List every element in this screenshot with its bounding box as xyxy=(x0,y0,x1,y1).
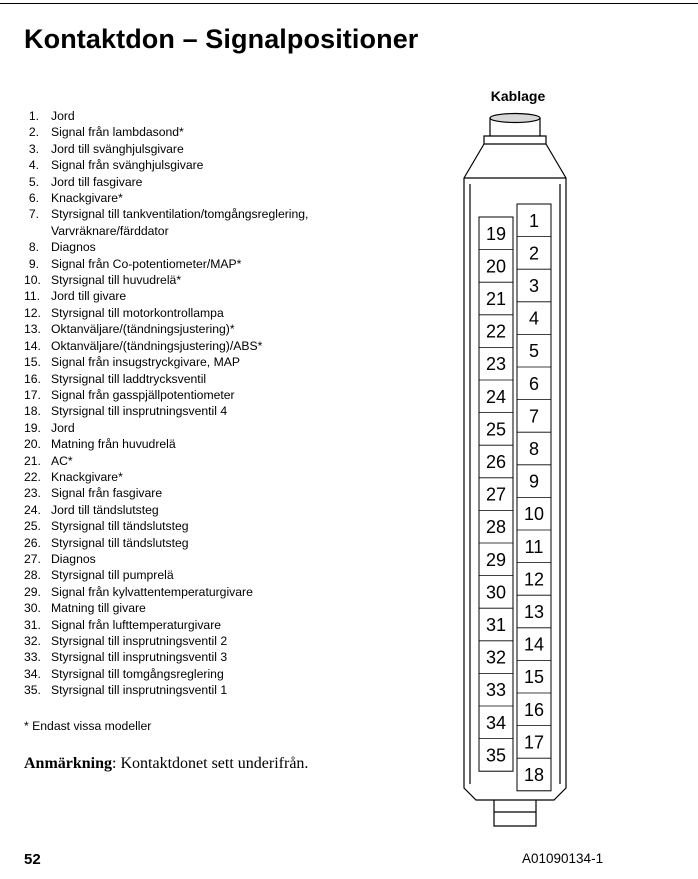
pin-number: 27. xyxy=(24,551,41,566)
pin-description: Signal från svänghjulsgivare xyxy=(51,158,204,173)
connector-pin-label: 17 xyxy=(523,732,545,753)
pin-description: Styrsignal till laddtrycksventil xyxy=(51,371,207,386)
pin-list-item xyxy=(24,453,308,469)
pin-list-item xyxy=(24,485,308,501)
pin-description: Styrsignal till tändslutsteg xyxy=(51,535,189,550)
connector-pin-label: 13 xyxy=(523,602,545,622)
connector-pin-label: 9 xyxy=(528,471,540,492)
connector-pin-label: 11 xyxy=(524,536,544,557)
pin-list-item xyxy=(24,321,308,337)
pin-list-item xyxy=(24,371,308,387)
connector-pin-label: 35 xyxy=(485,745,507,766)
pin-list-item xyxy=(24,518,308,534)
right-pin-column xyxy=(517,204,551,791)
footnote: * Endast vissa modeller xyxy=(24,719,152,733)
connector-pin-label: 30 xyxy=(485,582,507,603)
pin-list-item xyxy=(24,157,308,173)
pin-description: Diagnos xyxy=(51,551,96,566)
page-title: Kontaktdon – Signalpositioner xyxy=(24,24,419,54)
pin-description: Jord xyxy=(51,109,75,123)
pin-number: 12. xyxy=(24,305,41,320)
pin-number: 34. xyxy=(24,666,41,681)
pin-list-item xyxy=(24,584,308,600)
connector-pin-label: 19 xyxy=(485,223,507,244)
connector-pin-label: 22 xyxy=(485,321,507,342)
pin-number: 18. xyxy=(24,404,41,419)
connector-pin-label: 25 xyxy=(485,419,507,440)
pin-number: 30. xyxy=(24,601,41,616)
pin-number: 21. xyxy=(24,453,41,468)
remark-label: Anmärkning xyxy=(24,755,113,772)
pin-number: 33. xyxy=(24,650,41,665)
pin-number: 11. xyxy=(24,289,41,304)
connector-pin-label: 3 xyxy=(528,276,540,296)
top-rule xyxy=(0,3,698,4)
connector-pin-label: 23 xyxy=(485,354,507,375)
pin-list-item xyxy=(24,666,308,682)
connector-pin-label: 32 xyxy=(485,647,507,668)
pin-list-item xyxy=(24,272,308,288)
connector-pin-label: 26 xyxy=(485,452,507,472)
pin-number: 14. xyxy=(24,338,41,353)
pin-number: 26. xyxy=(24,535,41,550)
connector-pin-label: 31 xyxy=(485,615,507,635)
pin-list-item xyxy=(24,403,308,419)
pin-list-item xyxy=(24,288,308,304)
remark-text: : Kontaktdonet sett underifrån. xyxy=(112,755,309,772)
connector-pin-label: 24 xyxy=(485,386,507,407)
pin-number: 8. xyxy=(28,240,39,255)
pin-number: 25. xyxy=(24,519,41,534)
pin-list-item xyxy=(24,567,308,583)
connector-pin-label: 21 xyxy=(485,289,507,309)
connector-pin-label: 10 xyxy=(523,504,545,525)
pin-description: Jord xyxy=(51,420,75,435)
pin-description: Styrsignal till pumprelä xyxy=(51,568,174,583)
pin-description: Matning till givare xyxy=(51,601,146,616)
pin-list-item xyxy=(24,338,308,354)
connector-pin-label: 33 xyxy=(485,680,507,701)
connector-label: Kablage xyxy=(490,88,546,104)
pin-list-item xyxy=(24,535,308,551)
connector-pin-label: 4 xyxy=(528,308,540,329)
pin-description: Jord till tändslutsteg xyxy=(51,502,159,517)
pin-description: Styrsignal till insprutningsventil 1 xyxy=(51,683,228,698)
pin-list-item xyxy=(24,617,308,633)
pin-list-item xyxy=(24,124,308,140)
pin-number: 19. xyxy=(24,420,41,435)
pin-description: Styrsignal till tankventilation/tomgångsreglering, Varvräknare/färddator xyxy=(51,207,309,238)
pin-description: Matning från huvudrelä xyxy=(51,437,176,452)
pin-list-item xyxy=(24,239,308,255)
pin-number: 10. xyxy=(24,273,41,288)
pin-description: Styrsignal till tomgångsreglering xyxy=(51,666,224,681)
pin-description: Styrsignal till insprutningsventil 2 xyxy=(51,634,228,648)
pin-list-item xyxy=(24,354,308,370)
document-reference: A01090134-1 xyxy=(522,851,604,866)
pin-list xyxy=(24,108,308,699)
pin-number: 4. xyxy=(28,158,39,173)
pin-description: Signal från lambdasond* xyxy=(51,125,184,140)
connector-pin-label: 14 xyxy=(523,634,545,655)
connector-pin-label: 7 xyxy=(528,406,540,427)
connector-pin-label: 20 xyxy=(485,256,507,277)
pin-number: 29. xyxy=(24,584,41,599)
pin-number: 2. xyxy=(28,125,39,140)
connector-pin-label: 1 xyxy=(528,210,540,231)
connector-pin-label: 5 xyxy=(528,341,540,362)
connector-pin-label: 28 xyxy=(485,517,507,538)
pin-description: AC* xyxy=(51,453,73,468)
pin-description: Signal från kylvattentemperaturgivare xyxy=(51,584,253,599)
pin-list-item xyxy=(24,633,308,649)
pin-description: Signal från Co-potentiometer/MAP* xyxy=(51,256,242,271)
connector-pin-label: 12 xyxy=(523,569,545,590)
pin-number: 23. xyxy=(24,486,41,501)
pin-number: 6. xyxy=(28,191,39,206)
pin-number: 32. xyxy=(24,634,41,648)
pin-list-item xyxy=(24,256,308,272)
connector-pin-label: 18 xyxy=(523,765,545,785)
pin-description: Styrsignal till huvudrelä* xyxy=(51,273,182,288)
connector-pin-label: 16 xyxy=(523,699,545,720)
pin-number: 35. xyxy=(24,683,41,698)
pin-list-item xyxy=(24,682,308,698)
pin-number: 3. xyxy=(28,141,39,156)
connector-pin-label: 8 xyxy=(528,439,540,459)
pin-number: 1. xyxy=(28,109,39,123)
left-pin-column xyxy=(479,217,513,771)
pin-list-item xyxy=(24,420,308,436)
pin-number: 7. xyxy=(28,207,39,222)
pin-number: 24. xyxy=(24,502,41,517)
pin-description: Styrsignal till tändslutsteg xyxy=(51,519,189,534)
pin-number: 31. xyxy=(24,617,41,632)
pin-description: Oktanväljare/(tändningsjustering)/ABS* xyxy=(51,338,263,353)
connector-pin-label: 2 xyxy=(528,243,540,264)
pin-description: Knackgivare* xyxy=(51,469,123,484)
pin-list-item xyxy=(24,206,308,239)
pin-list-item xyxy=(24,649,308,665)
pin-description: Signal från gasspjällpotentiometer xyxy=(51,387,235,402)
pin-number: 13. xyxy=(24,322,41,337)
pin-number: 28. xyxy=(24,568,41,583)
pin-description: Styrsignal till insprutningsventil 4 xyxy=(51,404,228,419)
connector-pin-label: 6 xyxy=(528,373,540,394)
pin-list-item xyxy=(24,502,308,518)
connector-pin-label: 29 xyxy=(485,549,507,570)
pin-description: Styrsignal till motorkontrollampa xyxy=(51,305,224,320)
pin-description: Signal från fasgivare xyxy=(51,486,163,501)
pin-description: Jord till svänghjulsgivare xyxy=(51,141,184,156)
connector-pin-label: 27 xyxy=(485,484,507,505)
connector-pin-label: 34 xyxy=(485,712,507,733)
pin-list-item xyxy=(24,436,308,452)
pin-description: Jord till fasgivare xyxy=(51,174,143,189)
remark xyxy=(24,755,308,773)
pin-number: 22. xyxy=(24,469,41,484)
pin-description: Jord till givare xyxy=(51,289,127,304)
page-number: 52 xyxy=(24,851,41,868)
pin-description: Signal från insugstryckgivare, MAP xyxy=(51,355,240,370)
pin-description: Signal från lufttemperaturgivare xyxy=(51,617,222,632)
pin-number: 9. xyxy=(28,256,39,271)
pin-list-item xyxy=(24,551,308,567)
pin-description: Diagnos xyxy=(51,240,96,255)
pin-list-item xyxy=(24,600,308,616)
connector-diagram xyxy=(458,80,598,840)
pin-number: 5. xyxy=(28,174,39,189)
pin-list-item xyxy=(24,141,308,157)
pin-list-item xyxy=(24,469,308,485)
pin-list-item xyxy=(24,305,308,321)
pin-description: Styrsignal till insprutningsventil 3 xyxy=(51,650,228,665)
pin-number: 15. xyxy=(24,355,41,370)
pin-number: 16. xyxy=(24,371,41,386)
pin-list-item xyxy=(24,190,308,206)
pin-number: 17. xyxy=(24,387,41,402)
connector-pin-label: 15 xyxy=(523,667,545,688)
pin-description: Oktanväljare/(tändningsjustering)* xyxy=(51,322,235,337)
pin-list-item xyxy=(24,174,308,190)
pin-description: Knackgivare* xyxy=(51,191,123,206)
pin-number: 20. xyxy=(24,437,41,452)
pin-list-item xyxy=(24,108,308,124)
pin-list-item xyxy=(24,387,308,403)
